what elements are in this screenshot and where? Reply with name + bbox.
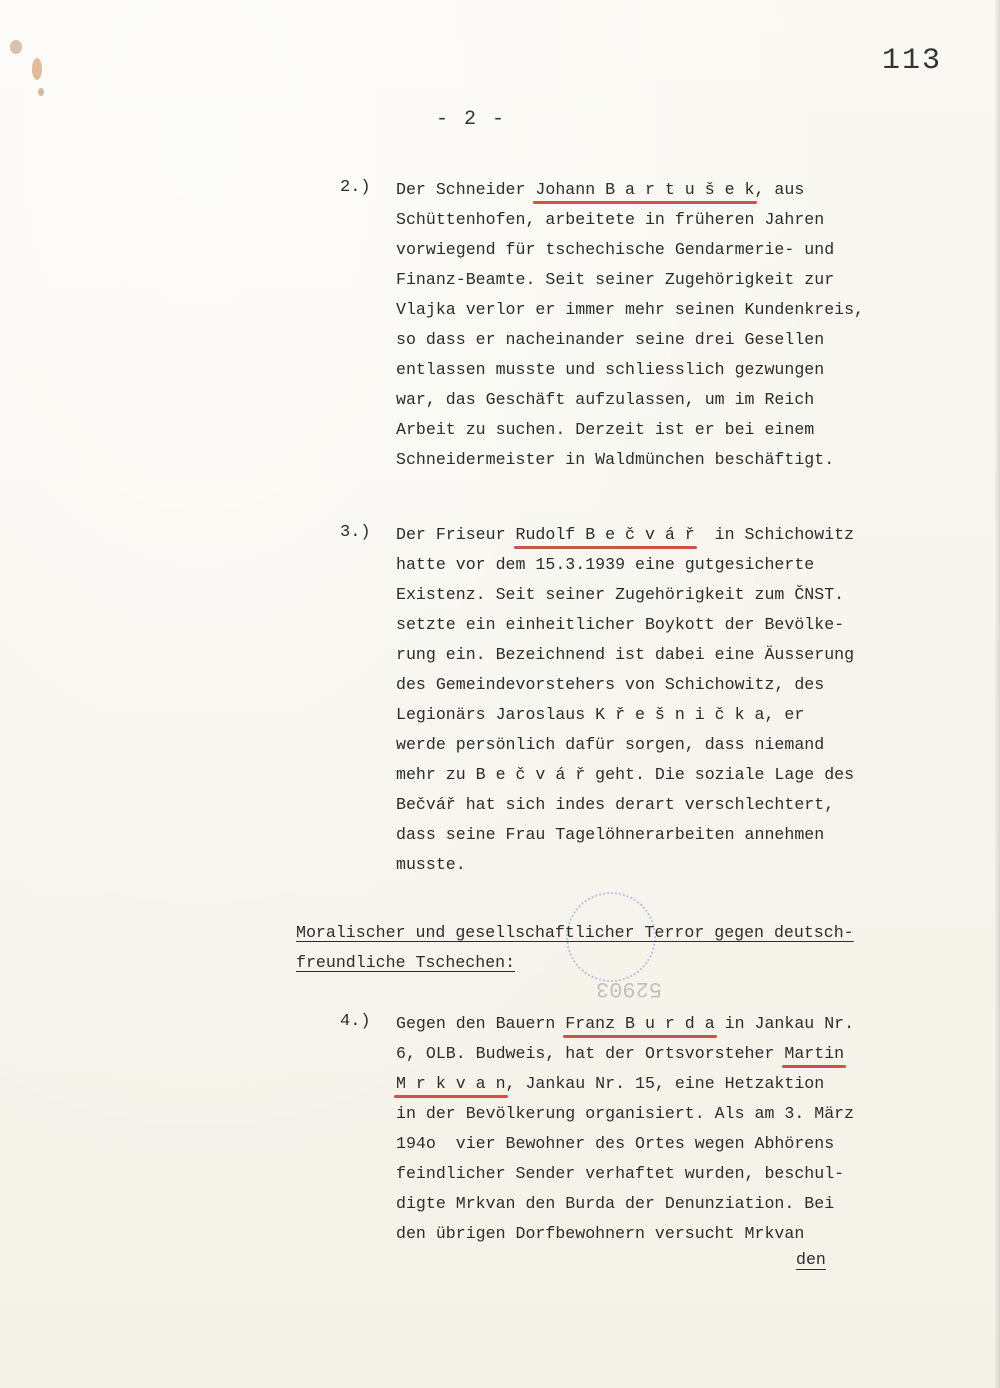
page-edge-shadow bbox=[994, 0, 1000, 1388]
red-underlined-name: Franz B u r d a bbox=[565, 1014, 715, 1033]
item-number: 4.) bbox=[340, 1012, 371, 1031]
typed-line: Legionärs Jaroslaus K ř e š n i č k a, er bbox=[396, 705, 805, 724]
red-underlined-name: Rudolf B e č v á ř bbox=[515, 525, 695, 544]
typed-line: rung ein. Bezeichnend ist dabei eine Äusserung bbox=[396, 645, 855, 664]
rust-stain bbox=[38, 88, 44, 96]
item-number: 3.) bbox=[340, 523, 371, 542]
typed-line: M r k v a n, Jankau Nr. 15, eine Hetzaktion bbox=[396, 1074, 825, 1093]
typed-line: feindlicher Sender verhaftet wurden, beschul- bbox=[396, 1164, 845, 1183]
typed-line: so dass er nacheinander seine drei Gesellen bbox=[396, 330, 825, 349]
typed-line: Bečvář hat sich indes derart verschlechtert, bbox=[396, 795, 835, 814]
page-sub-number: - 2 - bbox=[436, 108, 507, 131]
typed-line: vorwiegend für tschechische Gendarmerie- und bbox=[396, 240, 835, 259]
typed-line: 194o vier Bewohner des Ortes wegen Abhörens bbox=[396, 1134, 835, 1153]
rust-stain bbox=[10, 40, 22, 54]
typed-line: Schneidermeister in Waldmünchen beschäftigt. bbox=[396, 450, 835, 469]
typed-line: werde persönlich dafür sorgen, dass niemand bbox=[396, 735, 825, 754]
typed-line: Der Schneider Johann B a r t u š e k, aus bbox=[396, 180, 805, 199]
typed-line: in der Bevölkerung organisiert. Als am 3. März bbox=[396, 1104, 855, 1123]
typed-line: 6, OLB. Budweis, hat der Ortsvorsteher Martin bbox=[396, 1044, 845, 1063]
typed-line: entlassen musste und schliesslich gezwungen bbox=[396, 360, 825, 379]
typed-line: hatte vor dem 15.3.1939 eine gutgesicherte bbox=[396, 555, 815, 574]
item-paragraph bbox=[396, 520, 854, 880]
typed-line: des Gemeindevorstehers von Schichowitz, des bbox=[396, 675, 825, 694]
typed-line: setzte ein einheitlicher Boykott der Bevölke- bbox=[396, 615, 845, 634]
typed-line: Arbeit zu suchen. Derzeit ist er bei einem bbox=[396, 420, 815, 439]
red-underlined-name: Martin bbox=[784, 1044, 845, 1063]
red-underlined-name: M r k v a n bbox=[396, 1074, 506, 1093]
typed-line: Schüttenhofen, arbeitete in früheren Jahren bbox=[396, 210, 825, 229]
rust-stain bbox=[32, 58, 42, 80]
typed-line: Der Friseur Rudolf B e č v á ř in Schichowitz bbox=[396, 525, 855, 544]
catchword: den bbox=[796, 1250, 826, 1269]
heading-line: Moralischer und gesellschaftlicher Terror gegen deutsch- bbox=[296, 923, 854, 942]
bleed-through-number: 52903 bbox=[596, 976, 663, 1001]
typed-line: Existenz. Seit seiner Zugehörigkeit zum ČNST. bbox=[396, 585, 845, 604]
typed-line: Finanz-Beamte. Seit seiner Zugehörigkeit zur bbox=[396, 270, 835, 289]
typed-line: digte Mrkvan den Burda der Denunziation. Bei bbox=[396, 1194, 835, 1213]
item-paragraph bbox=[396, 175, 864, 475]
item-paragraph bbox=[396, 1009, 854, 1249]
typed-line: mehr zu B e č v á ř geht. Die soziale Lage des bbox=[396, 765, 855, 784]
typed-line: Gegen den Bauern Franz B u r d a in Jankau Nr. bbox=[396, 1014, 855, 1033]
typed-line: dass seine Frau Tagelöhnerarbeiten annehmen bbox=[396, 825, 825, 844]
heading-line: freundliche Tschechen: bbox=[296, 953, 516, 972]
typed-line: den übrigen Dorfbewohnern versucht Mrkvan bbox=[396, 1224, 805, 1243]
typed-line: Vlajka verlor er immer mehr seinen Kundenkreis, bbox=[396, 300, 865, 319]
section-heading bbox=[296, 918, 854, 978]
red-underlined-name: Johann B a r t u š e k bbox=[535, 180, 755, 199]
typed-line: musste. bbox=[396, 855, 466, 874]
typed-line: war, das Geschäft aufzulassen, um im Reich bbox=[396, 390, 815, 409]
page-number: 113 bbox=[881, 44, 942, 78]
item-number: 2.) bbox=[340, 178, 371, 197]
